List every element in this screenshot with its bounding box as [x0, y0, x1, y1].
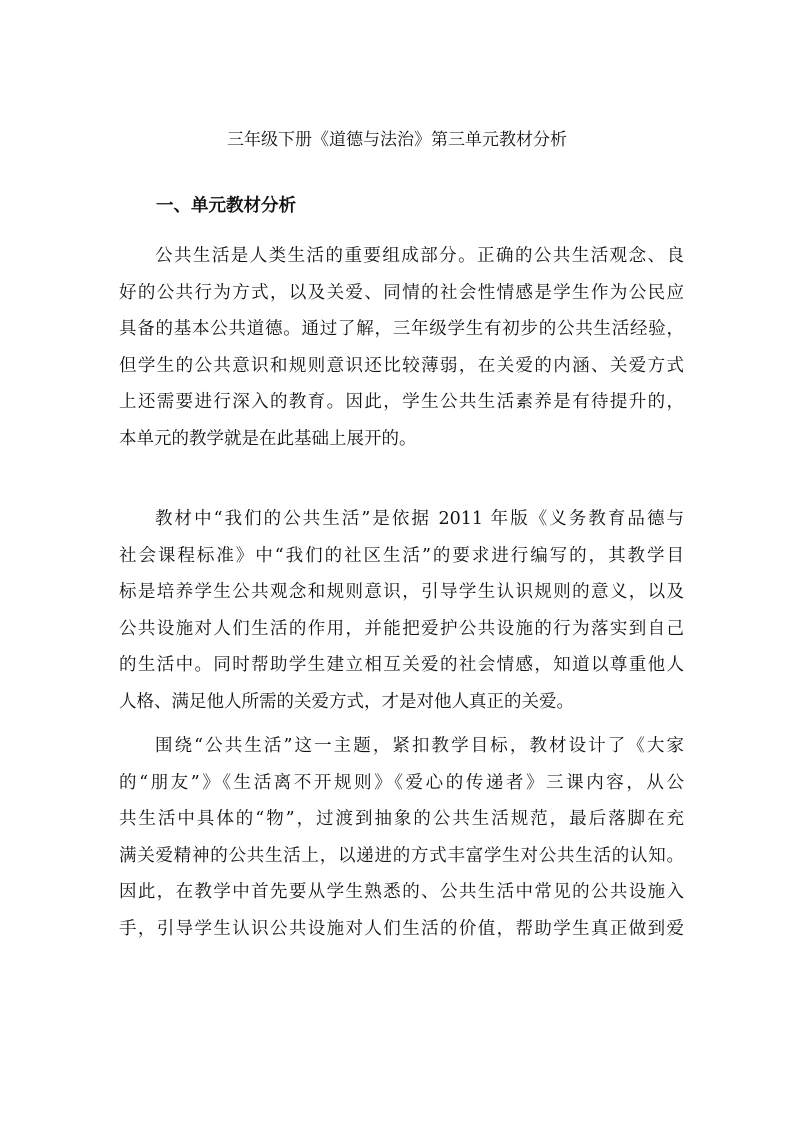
paragraph-line: 的生活中。同时帮助学生建立相互关爱的社会情感，知道以尊重他人 — [119, 655, 684, 675]
paragraph-line: 人格、满足他人所需的关爱方式，才是对他人真正的关爱。 — [119, 691, 574, 712]
paragraph-line: 手，引导学生认识公共设施对人们生活的价值，帮助学生真正做到爱 — [119, 918, 684, 939]
paragraph-line: 因此，在教学中首先要从学生熟悉的、公共生活中常见的公共设施入 — [119, 882, 684, 902]
paragraph-line: 公共生活是人类生活的重要组成部分。正确的公共生活观念、良 — [155, 246, 684, 266]
paragraph-line: 满关爱精神的公共生活上，以递进的方式丰富学生对公共生活的认知。 — [119, 845, 684, 866]
paragraph-1 — [119, 238, 684, 457]
section-heading: 一、单元教材分析 — [156, 196, 296, 216]
paragraph-line: 本单元的教学就是在此基础上展开的。 — [119, 428, 417, 449]
paragraph-3 — [119, 728, 684, 947]
paragraph-line: 上还需要进行深入的教育。因此，学生公共生活素养是有待提升的， — [119, 392, 684, 412]
paragraph-line: 的“朋友”》《生活离不开规则》《爱心的传递者》三课内容，从公 — [119, 772, 684, 793]
paragraph-line: 公共设施对人们生活的作用，并能把爱护公共设施的行为落实到自己 — [119, 618, 684, 639]
document-title: 三年级下册《道德与法治》第三单元教材分析 — [227, 130, 567, 150]
paragraph-line: 共生活中具体的“物”，过渡到抽象的公共生活规范，最后落脚在充 — [119, 809, 684, 829]
paragraph-line: 但学生的公共意识和规则意识还比较薄弱，在关爱的内涵、关爱方式 — [119, 355, 684, 376]
paragraph-line: 具备的基本公共道德。通过了解，三年级学生有初步的公共生活经验， — [119, 319, 684, 339]
paragraph-line: 好的公共行为方式，以及关爱、同情的社会性情感是学生作为公民应 — [119, 282, 684, 303]
paragraph-line: 社会课程标准》中“我们的社区生活”的要求进行编写的，其教学目 — [119, 545, 684, 566]
paragraph-line: 标是培养学生公共观念和规则意识，引导学生认识规则的意义，以及 — [119, 582, 684, 602]
paragraph-line: 围绕“公共生活”这一主题，紧扣教学目标，教材设计了《大家 — [155, 736, 684, 756]
paragraph-line: 教材中“我们的公共生活”是依据 2011 年版《义务教育品德与 — [155, 509, 684, 529]
paragraph-2 — [119, 501, 684, 720]
